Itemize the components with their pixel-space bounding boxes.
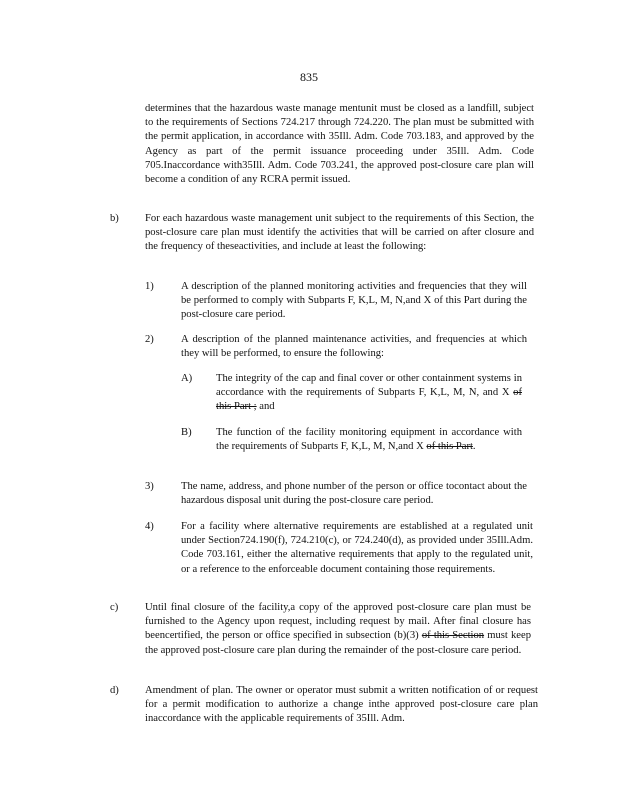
subsection-b-text: For each hazardous waste management unit subject to the requirements of this Section, the post-closure care plan must identify the activities that will be carried on after closure and the frequency of theseactivities, and include at least the following: <box>145 213 534 253</box>
item-2a-paragraph <box>216 372 522 415</box>
item-2a-struck-text: of this Part ; <box>216 387 522 413</box>
subsection-c-text-after: must keep the approved post-closure care plan during the remainder of the post-closure care period. <box>145 630 531 656</box>
item-3-text: The name, address, and phone number of the person or office tocontact about the hazardous disposal unit during the post-closure care period. <box>181 481 527 507</box>
item-4-text: For a facility where alternative requirements are established at a regulated unit under Section724.190(f), 724.210(c), or 724.240(d), as provided under 35Ill.Adm. Code 703.161, either the alternative requirements that apply to the regulated unit, or a reference to the enforceable document containing those requirements. <box>181 521 533 575</box>
item-2b-paragraph <box>216 426 522 454</box>
item-2-label: 2) <box>145 334 154 345</box>
item-2b-label: B) <box>181 427 192 438</box>
item-2b-text: The function of the facility monitoring equipment in accordance with the requirements of Subparts F, K,L, M, N,and X <box>216 427 522 453</box>
item-2b-tail: . <box>472 441 476 453</box>
item-3-label: 3) <box>145 481 154 492</box>
item-2-text: A description of the planned maintenance activities, and frequencies at which they will be performed, to ensure the following: <box>181 334 527 360</box>
item-2a-text: The integrity of the cap and final cover or other containment systems in accordance with the requirements of Subparts F, K,L, M, N, and X <box>216 373 522 399</box>
item-2a-label: A) <box>181 373 193 384</box>
subsection-c-paragraph <box>145 601 531 658</box>
subsection-d-text: Amendment of plan. The owner or operator must submit a written notification of or request for a permit modification to authorize a change inthe approved post-closure care plan inaccordance with the applicable requirements of 35Ill. Adm. <box>145 685 538 725</box>
subsection-d-label: d) <box>110 685 119 696</box>
item-4-label: 4) <box>145 521 154 532</box>
page-number: 835 <box>300 70 318 84</box>
item-1-text: A description of the planned monitoring activities and frequencies that they will be performed to comply with Subparts F, K,L, M, N,and X of this Part during the post-closure care period. <box>181 281 527 321</box>
subsection-c-label: c) <box>110 602 119 613</box>
item-2b-struck-text: of this Part <box>426 441 473 453</box>
subsection-c-text-before: Until final closure of the facility,a copy of the approved post-closure care plan must be furnished to the Agency upon request, including request by mail. After final closure has beencertified, the person or office specified in subsection (b)(3) <box>145 602 531 642</box>
item-2a-tail: and <box>259 401 275 413</box>
item-1-label: 1) <box>145 281 154 292</box>
intro-paragraph: determines that the hazardous waste manage mentunit must be closed as a landfill, subject to the requirements of Sections 724.217 through 724.220. The plan must be submitted with the permit application, in accordance with 35Ill. Adm. Code 703.183, and approved by the Agency as part of the permit issuance proceeding under 35Ill. Adm. Code 705.Inaccordance with35Ill. Adm. Code 703.241, the approved post-closure care plan will become a condition of any RCRA permit issued. <box>145 103 534 186</box>
subsection-b-label: b) <box>110 213 119 224</box>
subsection-c-struck-text: of this Section <box>421 630 485 642</box>
